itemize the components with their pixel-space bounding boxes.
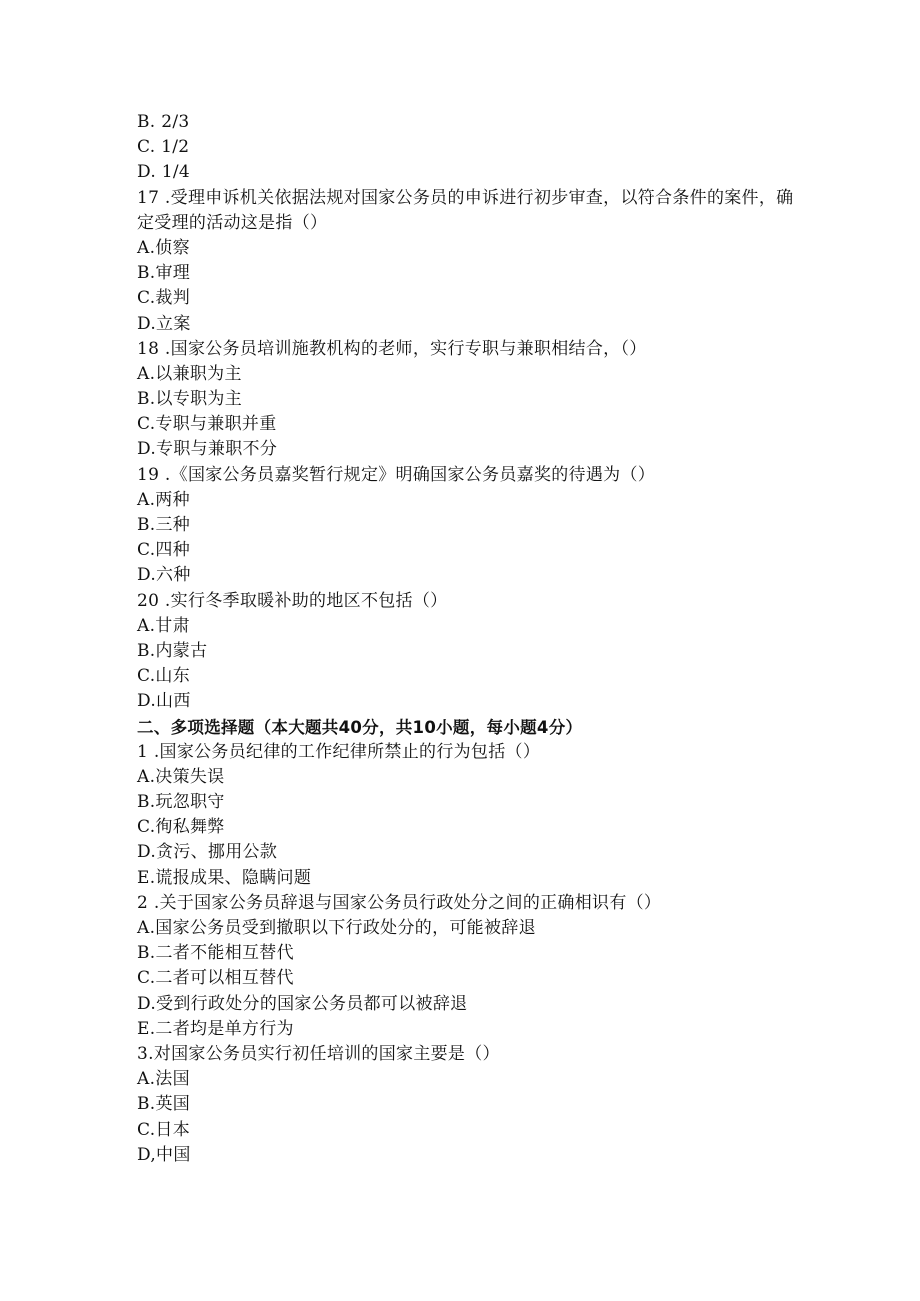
q20-option-c: C.山东 — [137, 666, 191, 687]
q18-option-d: D.专职与兼职不分 — [137, 439, 278, 460]
question-19: 19 .《国家公务员嘉奖暂行规定》明确国家公务员嘉奖的待遇为（） — [137, 464, 656, 485]
mq1-option-b: B.玩忽职守 — [137, 792, 225, 813]
q17-option-c: C.裁判 — [137, 288, 191, 309]
q20-option-b: B.内蒙古 — [137, 640, 208, 661]
q17-option-a: A.侦察 — [137, 237, 190, 258]
mq3-option-d: D,中国 — [137, 1144, 191, 1165]
q18-option-c: C.专职与兼职并重 — [137, 414, 277, 435]
q19-option-c: C.四种 — [137, 540, 191, 561]
multi-question-1: 1 .国家公务员纪律的工作纪律所禁止的行为包括（） — [137, 741, 541, 762]
mq1-option-d: D.贪污、挪用公款 — [137, 842, 278, 863]
question-18: 18 .国家公务员培训施教机构的老师，实行专职与兼职相结合，（） — [137, 338, 647, 359]
mq1-option-e: E.谎报成果、隐瞒问题 — [137, 867, 312, 888]
q17-option-d: D.立案 — [137, 313, 191, 334]
q19-option-b: B.三种 — [137, 515, 191, 536]
option-c-1-2: C. 1/2 — [137, 137, 190, 158]
q17-option-b: B.审理 — [137, 263, 191, 284]
multi-question-2: 2 .关于国家公务员辞退与国家公务员行政处分之间的正确相识有（） — [137, 892, 662, 913]
question-20: 20 .实行冬季取暖补助的地区不包括（） — [137, 590, 448, 611]
q19-option-d: D.六种 — [137, 565, 191, 586]
mq2-option-a: A.国家公务员受到撤职以下行政处分的，可能被辞退 — [137, 918, 536, 939]
mq2-option-b: B.二者不能相互替代 — [137, 943, 294, 964]
option-b-2-3: B. 2/3 — [137, 112, 190, 132]
q18-option-b: B.以专职为主 — [137, 389, 242, 410]
mq2-option-c: C.二者可以相互替代 — [137, 968, 294, 989]
mq1-option-c: C.徇私舞弊 — [137, 817, 225, 838]
mq3-option-a: A.法国 — [137, 1069, 190, 1090]
option-d-1-4: D. 1/4 — [137, 162, 190, 183]
q18-option-a: A.以兼职为主 — [137, 363, 242, 384]
document-page — [137, 110, 797, 1168]
q19-option-a: A.两种 — [137, 489, 190, 510]
mq1-option-a: A.决策失误 — [137, 766, 225, 787]
mq3-option-b: B.英国 — [137, 1094, 191, 1115]
question-17: 17 .受理申诉机关依据法规对国家公务员的申诉进行初步审查，以符合条件的案件，确定受理的活动这是指（） — [137, 187, 794, 233]
section-heading-multiple-choice: 二、多项选择题（本大题共40分，共10小题，每小题4分） — [137, 717, 583, 737]
q20-option-a: A.甘肃 — [137, 615, 190, 636]
multi-question-3: 3.对国家公务员实行初任培训的国家主要是（） — [137, 1043, 500, 1064]
mq2-option-e: E.二者均是单方行为 — [137, 1018, 294, 1039]
q20-option-d: D.山西 — [137, 691, 191, 712]
mq2-option-d: D.受到行政处分的国家公务员都可以被辞退 — [137, 993, 468, 1014]
mq3-option-c: C.日本 — [137, 1119, 191, 1140]
